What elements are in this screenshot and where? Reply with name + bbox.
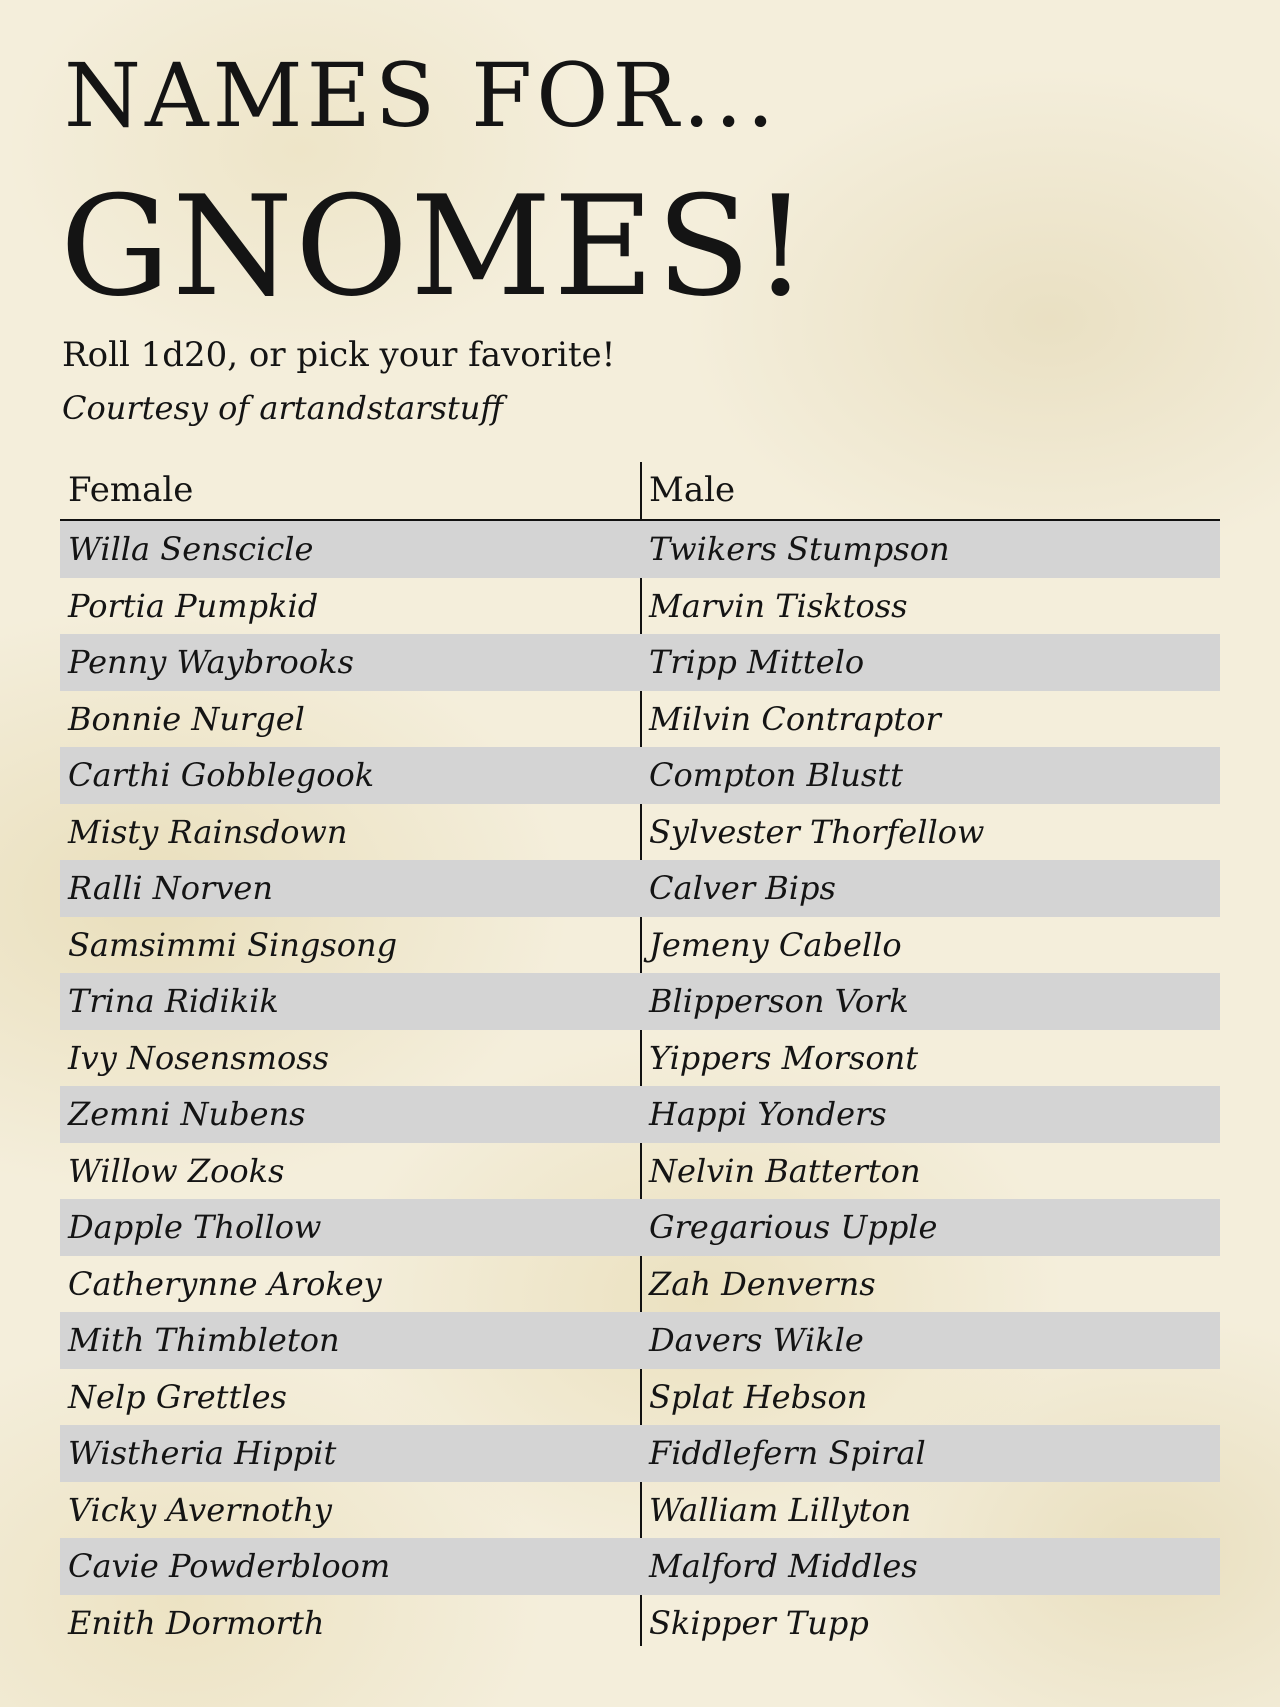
column-header-female: Female	[68, 470, 194, 510]
courtesy-line: Courtesy of artandstarstuff	[62, 389, 504, 427]
table-row	[60, 860, 1220, 917]
male-name: Happi Yonders	[649, 1095, 887, 1133]
male-name: Nelvin Batterton	[649, 1151, 921, 1190]
male-name: Skipper Tupp	[649, 1603, 869, 1642]
table-row	[60, 1595, 1220, 1652]
table-row	[60, 917, 1220, 974]
male-name: Yippers Morsont	[649, 1038, 919, 1077]
female-name: Nelp Grettles	[68, 1377, 287, 1416]
female-name: Ivy Nosensmoss	[68, 1038, 330, 1077]
female-name: Samsimmi Singsong	[68, 925, 398, 964]
table-row	[60, 1538, 1220, 1595]
table-row	[60, 691, 1220, 748]
female-name: Portia Pumpkid	[68, 586, 319, 625]
table-row	[60, 1425, 1220, 1482]
table-row	[60, 1369, 1220, 1426]
table-row	[60, 1482, 1220, 1539]
subtitle: Roll 1d20, or pick your favorite!	[62, 335, 616, 375]
table-row	[60, 973, 1220, 1030]
female-name: Trina Ridikik	[68, 982, 279, 1020]
female-name: Mith Thimbleton	[68, 1321, 340, 1359]
table-row	[60, 1143, 1220, 1200]
male-name: Davers Wikle	[649, 1321, 864, 1359]
male-name: Marvin Tisktoss	[649, 586, 908, 625]
table-row	[60, 521, 1220, 578]
table-row	[60, 1086, 1220, 1143]
male-name: Blipperson Vork	[649, 982, 909, 1020]
male-name: Walliam Lillyton	[649, 1490, 912, 1529]
female-name: Zemni Nubens	[68, 1095, 306, 1133]
table-row	[60, 1312, 1220, 1369]
female-name: Dapple Thollow	[68, 1208, 322, 1246]
female-name: Ralli Norven	[68, 869, 273, 907]
male-name: Twikers Stumpson	[649, 530, 950, 568]
male-name: Milvin Contraptor	[649, 699, 941, 738]
male-name: Tripp Mittelo	[649, 643, 865, 681]
title-names-for: NAMES FOR...	[64, 44, 779, 147]
column-header-male: Male	[649, 470, 736, 510]
female-name: Carthi Gobblegook	[68, 756, 375, 794]
table-row	[60, 804, 1220, 861]
female-name: Bonnie Nurgel	[68, 699, 305, 738]
male-name: Sylvester Thorfellow	[649, 812, 985, 851]
table-row	[60, 1256, 1220, 1313]
names-table	[60, 462, 1220, 1651]
male-name: Splat Hebson	[649, 1377, 868, 1416]
female-name: Penny Waybrooks	[68, 643, 354, 681]
female-name: Enith Dormorth	[68, 1603, 325, 1642]
table-row	[60, 578, 1220, 635]
female-name: Willow Zooks	[68, 1151, 285, 1190]
male-name: Zah Denverns	[649, 1264, 876, 1303]
table-row	[60, 1199, 1220, 1256]
female-name: Misty Rainsdown	[68, 812, 348, 851]
table-header	[60, 462, 1220, 521]
female-name: Catherynne Arokey	[68, 1264, 382, 1303]
male-name: Gregarious Upple	[649, 1208, 938, 1246]
male-name: Calver Bips	[649, 869, 836, 907]
female-name: Wistheria Hippit	[68, 1434, 337, 1472]
female-name: Willa Senscicle	[68, 530, 314, 568]
female-name: Cavie Powderbloom	[68, 1547, 391, 1585]
table-row	[60, 1030, 1220, 1087]
table-body	[60, 521, 1220, 1651]
male-name: Malford Middles	[649, 1547, 918, 1585]
male-name: Compton Blustt	[649, 756, 903, 794]
title-gnomes: GNOMES!	[60, 166, 811, 327]
female-name: Vicky Avernothy	[68, 1490, 332, 1529]
male-name: Jemeny Cabello	[649, 925, 902, 964]
table-row	[60, 747, 1220, 804]
male-name: Fiddlefern Spiral	[649, 1434, 926, 1472]
table-row	[60, 634, 1220, 691]
